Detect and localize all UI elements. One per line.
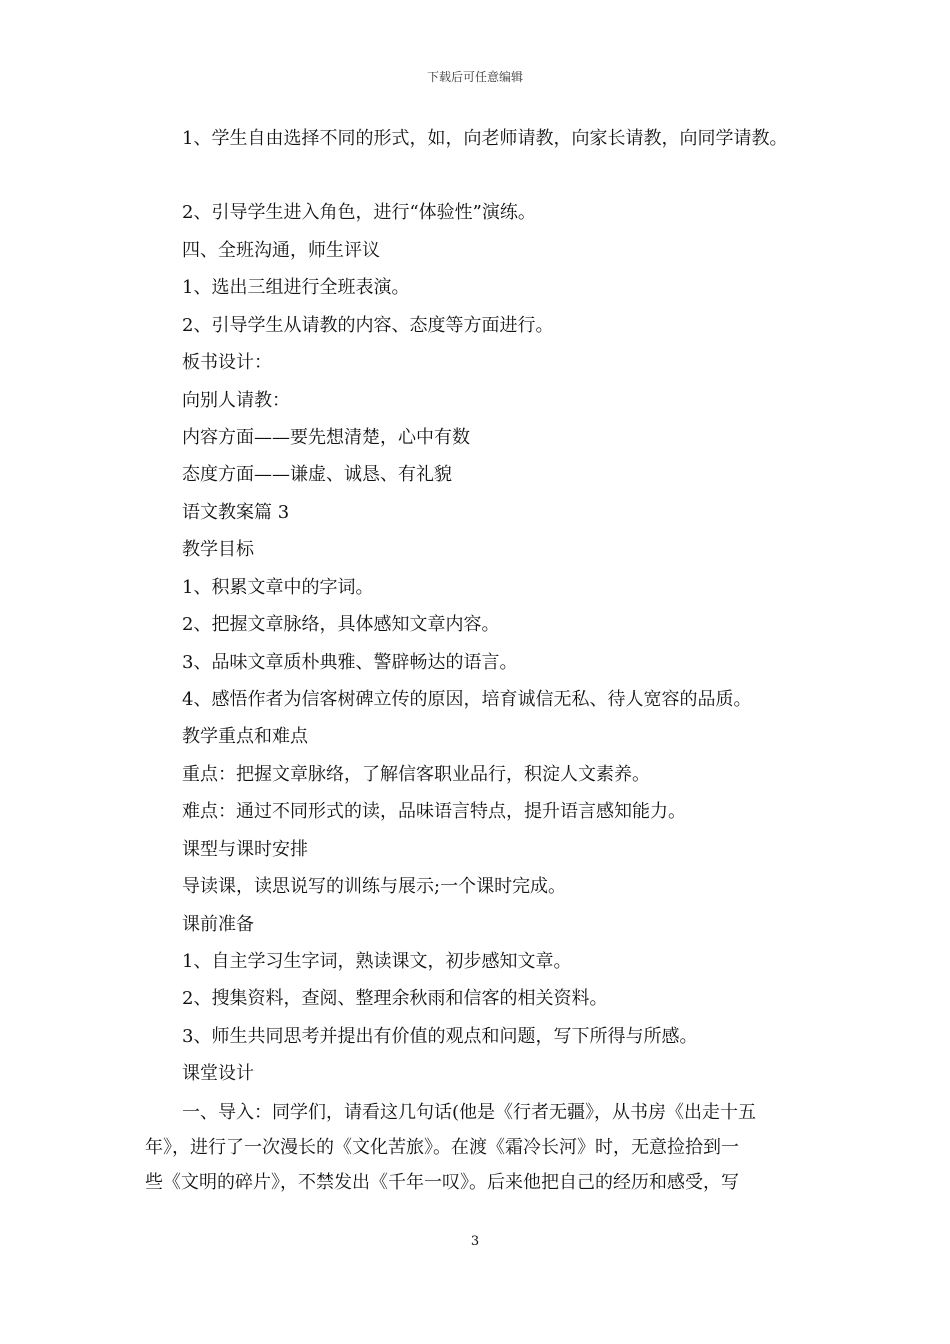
text-line: 1、学生自由选择不同的形式，如，向老师请教，向家长请教，向同学请教。 bbox=[182, 128, 788, 149]
text-line: 课型与课时安排 bbox=[182, 839, 308, 860]
text-line: 导读课，读思说写的训练与展示;一个课时完成。 bbox=[182, 876, 567, 897]
text-line: 1、选出三组进行全班表演。 bbox=[182, 277, 410, 298]
text-line: 3、品味文章质朴典雅、警辟畅达的语言。 bbox=[182, 652, 518, 673]
text-line: 难点：通过不同形式的读，品味语言特点，提升语言感知能力。 bbox=[182, 801, 686, 822]
text-line: 2、引导学生从请教的内容、态度等方面进行。 bbox=[182, 315, 554, 336]
text-line: 课前准备 bbox=[182, 914, 254, 935]
text-line: 板书设计： bbox=[182, 352, 272, 373]
text-line: 重点：把握文章脉络，了解信客职业品行，积淀人文素养。 bbox=[182, 764, 650, 785]
text-line: 4、感悟作者为信客树碑立传的原因，培育诚信无私、待人宽容的品质。 bbox=[182, 689, 752, 710]
text-line: 2、把握文章脉络，具体感知文章内容。 bbox=[182, 614, 500, 635]
section-heading: 语文教案篇 3 bbox=[182, 502, 290, 523]
text-line: 2、搜集资料，查阅、整理余秋雨和信客的相关资料。 bbox=[182, 988, 608, 1009]
text-line: 2、引导学生进入角色，进行“体验性”演练。 bbox=[182, 202, 536, 223]
text-line: 教学目标 bbox=[182, 539, 254, 560]
text-line: 教学重点和难点 bbox=[182, 726, 308, 747]
text-line: 课堂设计 bbox=[182, 1063, 254, 1084]
paragraph-line: 年》，进行了一次漫长的《文化苦旅》。在渡《霜冷长河》时，无意捡拾到一 bbox=[145, 1137, 739, 1158]
text-line: 1、自主学习生字词，熟读课文，初步感知文章。 bbox=[182, 951, 572, 972]
page-number: 3 bbox=[470, 1234, 480, 1249]
paragraph-line: 一、导入：同学们，请看这几句话(他是《行者无疆》，从书房《出走十五 bbox=[182, 1102, 757, 1123]
text-line: 向别人请教： bbox=[182, 390, 290, 411]
text-line: 3、师生共同思考并提出有价值的观点和问题，写下所得与所感。 bbox=[182, 1026, 698, 1047]
page-header: 下载后可任意编辑 bbox=[426, 70, 523, 84]
text-line: 四、全班沟通，师生评议 bbox=[182, 240, 380, 261]
text-line: 态度方面——谦虚、诚恳、有礼貌 bbox=[182, 464, 452, 485]
text-line: 1、积累文章中的字词。 bbox=[182, 577, 374, 598]
text-line: 内容方面——要先想清楚，心中有数 bbox=[182, 427, 470, 448]
paragraph-line: 些《文明的碎片》，不禁发出《千年一叹》。后来他把自己的经历和感受，写 bbox=[145, 1172, 739, 1193]
